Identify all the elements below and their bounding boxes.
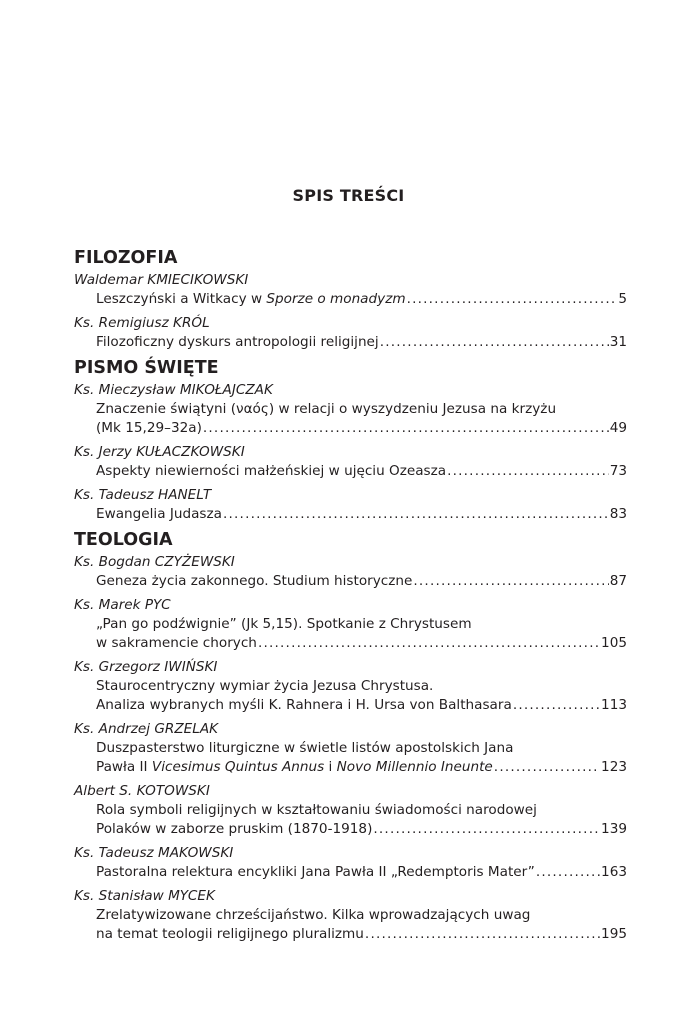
entry-title-line — [74, 696, 627, 715]
entry-title-line — [74, 290, 627, 309]
page-number: 83 — [609, 506, 627, 522]
toc-entry[interactable] — [74, 270, 627, 309]
entry-title-italic: Vicesimus Quintus Annus — [151, 759, 325, 775]
dot-leader — [447, 462, 609, 481]
entry-title-text: Analiza wybranych myśli K. Rahnera i H. Ursa von Balthasara — [96, 697, 512, 713]
section-heading: FILOZOFIA — [74, 248, 178, 268]
entry-author: Ks. Marek PYC — [74, 597, 171, 613]
toc-entry[interactable] — [74, 886, 627, 944]
entry-author: Ks. Tadeusz HANELT — [74, 487, 212, 503]
entry-title-text: Geneza życia zakonnego. Studium historyczne — [96, 573, 413, 589]
entry-title-line: Rola symboli religijnych w kształtowaniu świadomości narodowej — [96, 802, 537, 818]
entry-author: Ks. Bogdan CZYŻEWSKI — [74, 554, 235, 570]
toc-entry[interactable] — [74, 719, 627, 777]
toc-entry[interactable] — [74, 781, 627, 839]
entry-title-line: Staurocentryczny wymiar życia Jezusa Chrystusa. — [96, 678, 434, 694]
page-number: 73 — [609, 463, 627, 479]
entry-title-text: Filozoficzny dyskurs antropologii religijnej — [96, 334, 379, 350]
entry-title-line: Znaczenie świątyni (ναός) w relacji o wyszydzeniu Jezusa na krzyżu — [96, 401, 557, 417]
page-number: 105 — [601, 635, 627, 651]
dot-leader — [365, 925, 600, 944]
entry-author: Ks. Remigiusz KRÓL — [74, 315, 210, 331]
entry-title-text: Pastoralna relektura encykliki Jana Pawła II „Redemptoris Mater” — [96, 864, 535, 880]
entry-title-line — [74, 505, 627, 524]
page-number: 163 — [601, 864, 627, 880]
entry-title-line: „Pan go podźwignie” (Jk 5,15). Spotkanie z Chrystusem — [96, 616, 472, 632]
entry-title-line — [74, 863, 627, 882]
entry-author: Ks. Grzegorz IWIŃSKI — [74, 659, 218, 675]
entry-author: Ks. Tadeusz MAKOWSKI — [74, 845, 234, 861]
toc-entry[interactable] — [74, 595, 627, 653]
entry-title-text: Leszczyński a Witkacy w — [96, 291, 267, 307]
entry-title-line — [74, 820, 627, 839]
section-heading: PISMO ŚWIĘTE — [74, 358, 219, 378]
entry-title-italic: Novo Millennio Ineunte — [336, 759, 493, 775]
dot-leader — [407, 290, 618, 309]
entry-title-text: (Mk 15,29–32a) — [96, 420, 202, 436]
page-number: 123 — [601, 759, 627, 775]
entry-title-italic: Sporze o monadyzm — [266, 291, 406, 307]
page-title: SPIS TREŚCI — [292, 186, 405, 205]
toc-entry[interactable] — [74, 380, 627, 438]
entry-title-text: na temat teologii religijnego pluralizmu — [96, 926, 364, 942]
dot-leader — [380, 333, 609, 352]
toc-entry[interactable] — [74, 552, 627, 591]
page-number: 87 — [609, 573, 627, 589]
page-number: 49 — [609, 420, 627, 436]
entry-title-text: Pawła II — [96, 759, 152, 775]
toc-entry[interactable] — [74, 313, 627, 352]
entry-title-line — [74, 634, 627, 653]
page-number: 31 — [609, 334, 627, 350]
section-heading: TEOLOGIA — [74, 530, 173, 550]
entry-title-text: Polaków w zaborze pruskim (1870-1918) — [96, 821, 373, 837]
page-number: 113 — [601, 697, 627, 713]
entry-title-line — [74, 758, 627, 777]
dot-leader — [223, 505, 609, 524]
entry-title-text: i — [324, 759, 337, 775]
entry-title-text: Ewangelia Judasza — [96, 506, 222, 522]
dot-leader — [513, 696, 600, 715]
dot-leader — [413, 572, 608, 591]
entry-author: Waldemar KMIECIKOWSKI — [74, 272, 249, 288]
dot-leader — [536, 863, 600, 882]
entry-title-text: Aspekty niewierności małżeńskiej w ujęciu Ozeasza — [96, 463, 447, 479]
entry-author: Ks. Mieczysław MIKOŁAJCZAK — [74, 382, 273, 398]
entry-author: Ks. Jerzy KUŁACZKOWSKI — [74, 444, 245, 460]
page-number: 139 — [601, 821, 627, 837]
dot-leader — [494, 758, 600, 777]
toc-entry[interactable] — [74, 485, 627, 524]
dot-leader — [258, 634, 600, 653]
dot-leader — [203, 419, 609, 438]
entry-title-line: Duszpasterstwo liturgiczne w świetle listów apostolskich Jana — [96, 740, 514, 756]
page-number: 5 — [618, 291, 627, 307]
entry-title-line: Zrelatywizowane chrześcijaństwo. Kilka wprowadzających uwag — [96, 907, 531, 923]
toc-entry[interactable] — [74, 843, 627, 882]
dot-leader — [373, 820, 600, 839]
entry-title-line — [74, 572, 627, 591]
table-of-contents — [74, 246, 627, 944]
page-number: 195 — [601, 926, 627, 942]
entry-title-line — [74, 333, 627, 352]
entry-author: Ks. Andrzej GRZELAK — [74, 721, 219, 737]
entry-author: Ks. Stanisław MYCEK — [74, 888, 215, 904]
entry-title-line — [74, 925, 627, 944]
toc-entry[interactable] — [74, 657, 627, 715]
entry-author: Albert S. KOTOWSKI — [74, 783, 210, 799]
entry-title-line — [74, 462, 627, 481]
entry-title-line — [74, 419, 627, 438]
entry-title-text: w sakramencie chorych — [96, 635, 257, 651]
toc-entry[interactable] — [74, 442, 627, 481]
